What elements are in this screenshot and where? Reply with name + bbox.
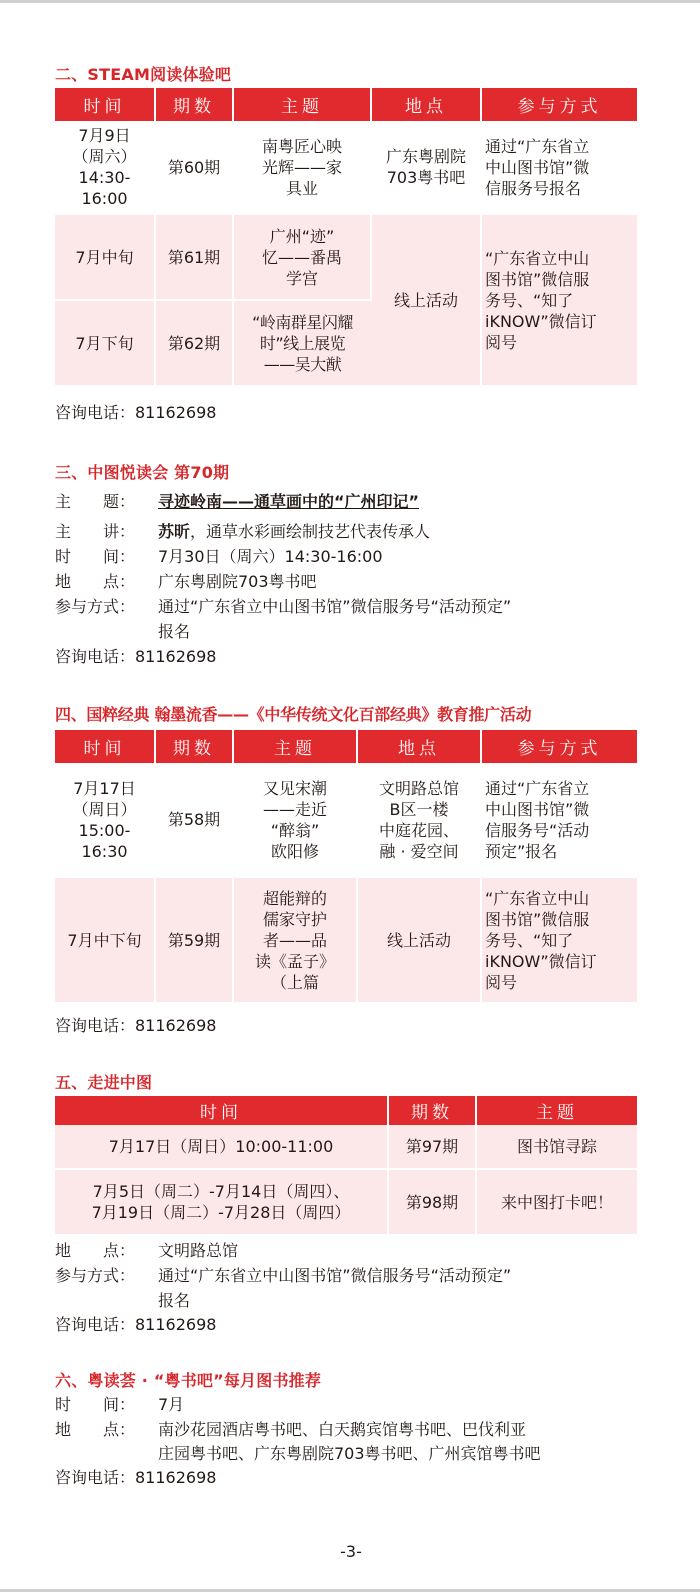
s3-method-1: 通过“广东省立中山图书馆”微信服务号“活动预定” — [158, 597, 512, 616]
cell-issue: 第59期 — [155, 877, 233, 1003]
section-3-phone: 咨询电话：81162698 — [55, 647, 217, 666]
cell-time: 7月9日 （周六） 14:30-16:00 — [55, 121, 155, 214]
table-header-row — [55, 88, 637, 121]
header-topic: 主题 — [233, 88, 371, 121]
table-row — [55, 1169, 637, 1235]
s5-place: 文明路总馆 — [158, 1241, 239, 1260]
top-rule — [0, 0, 700, 3]
header-topic: 主题 — [476, 1096, 637, 1125]
table-row — [55, 214, 637, 300]
section-4-table — [55, 730, 637, 1004]
header-issue: 期数 — [155, 730, 233, 763]
s5-method-cont: 报名 — [158, 1291, 191, 1310]
label: 时 间： — [55, 1395, 136, 1414]
header-place: 地点 — [357, 730, 481, 763]
s5-method-1: 通过“广东省立中山图书馆”微信服务号“活动预定” — [158, 1266, 512, 1285]
cell-place: 文明路总馆 B区一楼 中庭花园、 融 · 爱空间 — [357, 763, 481, 877]
cell-issue: 第60期 — [155, 121, 233, 214]
cell-place: 线上活动 — [357, 877, 481, 1003]
label: 地 点： — [55, 1420, 136, 1439]
table-row — [55, 121, 637, 214]
cell-method-merged: “广东省立中山 图书馆”微信服 务号、“知了 iKNOW”微信订 阅号 — [481, 214, 637, 386]
header-time: 时间 — [55, 1096, 388, 1125]
table-row — [55, 877, 637, 1003]
cell-issue: 第62期 — [155, 300, 233, 386]
s3-topic-line — [55, 491, 419, 512]
s5-method-line — [55, 1265, 511, 1286]
label: 参与方式： — [55, 597, 136, 616]
s3-topic: 寻迹岭南——通草画中的“广州印记” — [158, 492, 420, 511]
header-time: 时间 — [55, 88, 155, 121]
header-time: 时间 — [55, 730, 155, 763]
label: 主 讲： — [55, 522, 136, 541]
section-4-phone: 咨询电话：81162698 — [55, 1016, 217, 1035]
label: 地 点： — [55, 1241, 136, 1260]
s3-time: 7月30日（周六）14:30-16:00 — [158, 547, 383, 566]
s6-place-cont: 庄园粤书吧、广东粤剧院703粤书吧、广州宾馆粤书吧 — [158, 1444, 541, 1463]
cell-method: “广东省立中山 图书馆”微信服 务号、“知了 iKNOW”微信订 阅号 — [481, 877, 637, 1003]
table-row — [55, 763, 637, 877]
header-topic: 主题 — [233, 730, 357, 763]
s5-place-line — [55, 1240, 238, 1261]
s3-method-line — [55, 596, 511, 617]
cell-topic: 广州“迹” 忆——番禺 学宫 — [233, 214, 371, 300]
header-issue: 期数 — [388, 1096, 476, 1125]
section-3-title: 三、中图悦读会 第70期 — [55, 463, 230, 482]
section-5-table — [55, 1096, 637, 1236]
label: 地 点： — [55, 572, 136, 591]
cell-method: 通过“广东省立 中山图书馆”微 信服务号报名 — [481, 121, 637, 214]
cell-topic: 又见宋潮 ——走近 “醉翁” 欧阳修 — [233, 763, 357, 877]
s6-time: 7月 — [158, 1395, 185, 1414]
cell-place-merged: 线上活动 — [371, 214, 481, 386]
header-place: 地点 — [371, 88, 481, 121]
cell-topic: 图书馆寻踪 — [476, 1125, 637, 1169]
section-5-title: 五、走进中图 — [55, 1073, 153, 1092]
cell-place: 广东粤剧院 703粤书吧 — [371, 121, 481, 214]
section-2-table — [55, 88, 637, 387]
label: 参与方式： — [55, 1266, 136, 1285]
table-header-row — [55, 730, 637, 763]
cell-topic: 来中图打卡吧！ — [476, 1169, 637, 1235]
s6-place-1: 南沙花园酒店粤书吧、白天鹅宾馆粤书吧、巴伐利亚 — [158, 1420, 527, 1439]
cell-method: 通过“广东省立 中山图书馆”微 信服务号“活动 预定”报名 — [481, 763, 637, 877]
table-header-row — [55, 1096, 637, 1125]
s3-speaker-name: 苏昕 — [158, 522, 191, 541]
section-6-phone: 咨询电话：81162698 — [55, 1468, 217, 1487]
cell-issue: 第97期 — [388, 1125, 476, 1169]
section-2-phone: 咨询电话：81162698 — [55, 403, 217, 422]
s3-speaker-desc: ，通草水彩画绘制技艺代表传承人 — [190, 522, 431, 541]
cell-issue: 第58期 — [155, 763, 233, 877]
label: 时 间： — [55, 547, 136, 566]
label: 主 题： — [55, 492, 136, 511]
cell-topic: “岭南群星闪耀 时”线上展览 ——吴大猷 — [233, 300, 371, 386]
section-6-title: 六、粤读荟 · “粤书吧”每月图书推荐 — [55, 1371, 322, 1390]
s3-place: 广东粤剧院703粤书吧 — [158, 572, 317, 591]
header-issue: 期数 — [155, 88, 233, 121]
table-row — [55, 1125, 637, 1169]
cell-issue: 第61期 — [155, 214, 233, 300]
cell-time: 7月17日（周日）10:00-11:00 — [55, 1125, 388, 1169]
cell-time: 7月17日 （周日） 15:00-16:30 — [55, 763, 155, 877]
section-2-title: 二、STEAM阅读体验吧 — [55, 65, 232, 84]
page-number: -3- — [340, 1542, 362, 1561]
s3-time-line — [55, 546, 383, 567]
s6-time-line — [55, 1394, 184, 1415]
cell-time: 7月5日（周二）-7月14日（周四）、 7月19日（周二）-7月28日（周四） — [55, 1169, 388, 1235]
s3-speaker-line — [55, 521, 430, 542]
s3-place-line — [55, 571, 317, 592]
header-method: 参与方式 — [481, 730, 637, 763]
cell-issue: 第98期 — [388, 1169, 476, 1235]
s6-place-line — [55, 1419, 526, 1440]
cell-time: 7月中下旬 — [55, 877, 155, 1003]
cell-topic: 南粤匠心映 光辉——家 具业 — [233, 121, 371, 214]
s3-method-cont: 报名 — [158, 622, 191, 641]
cell-time: 7月下旬 — [55, 300, 155, 386]
cell-topic: 超能辩的 儒家守护 者——品 读《孟子》 （上篇 — [233, 877, 357, 1003]
cell-time: 7月中旬 — [55, 214, 155, 300]
header-method: 参与方式 — [481, 88, 637, 121]
section-5-phone: 咨询电话：81162698 — [55, 1315, 217, 1334]
section-4-title: 四、国粹经典 翰墨流香——《中华传统文化百部经典》教育推广活动 — [55, 705, 532, 724]
